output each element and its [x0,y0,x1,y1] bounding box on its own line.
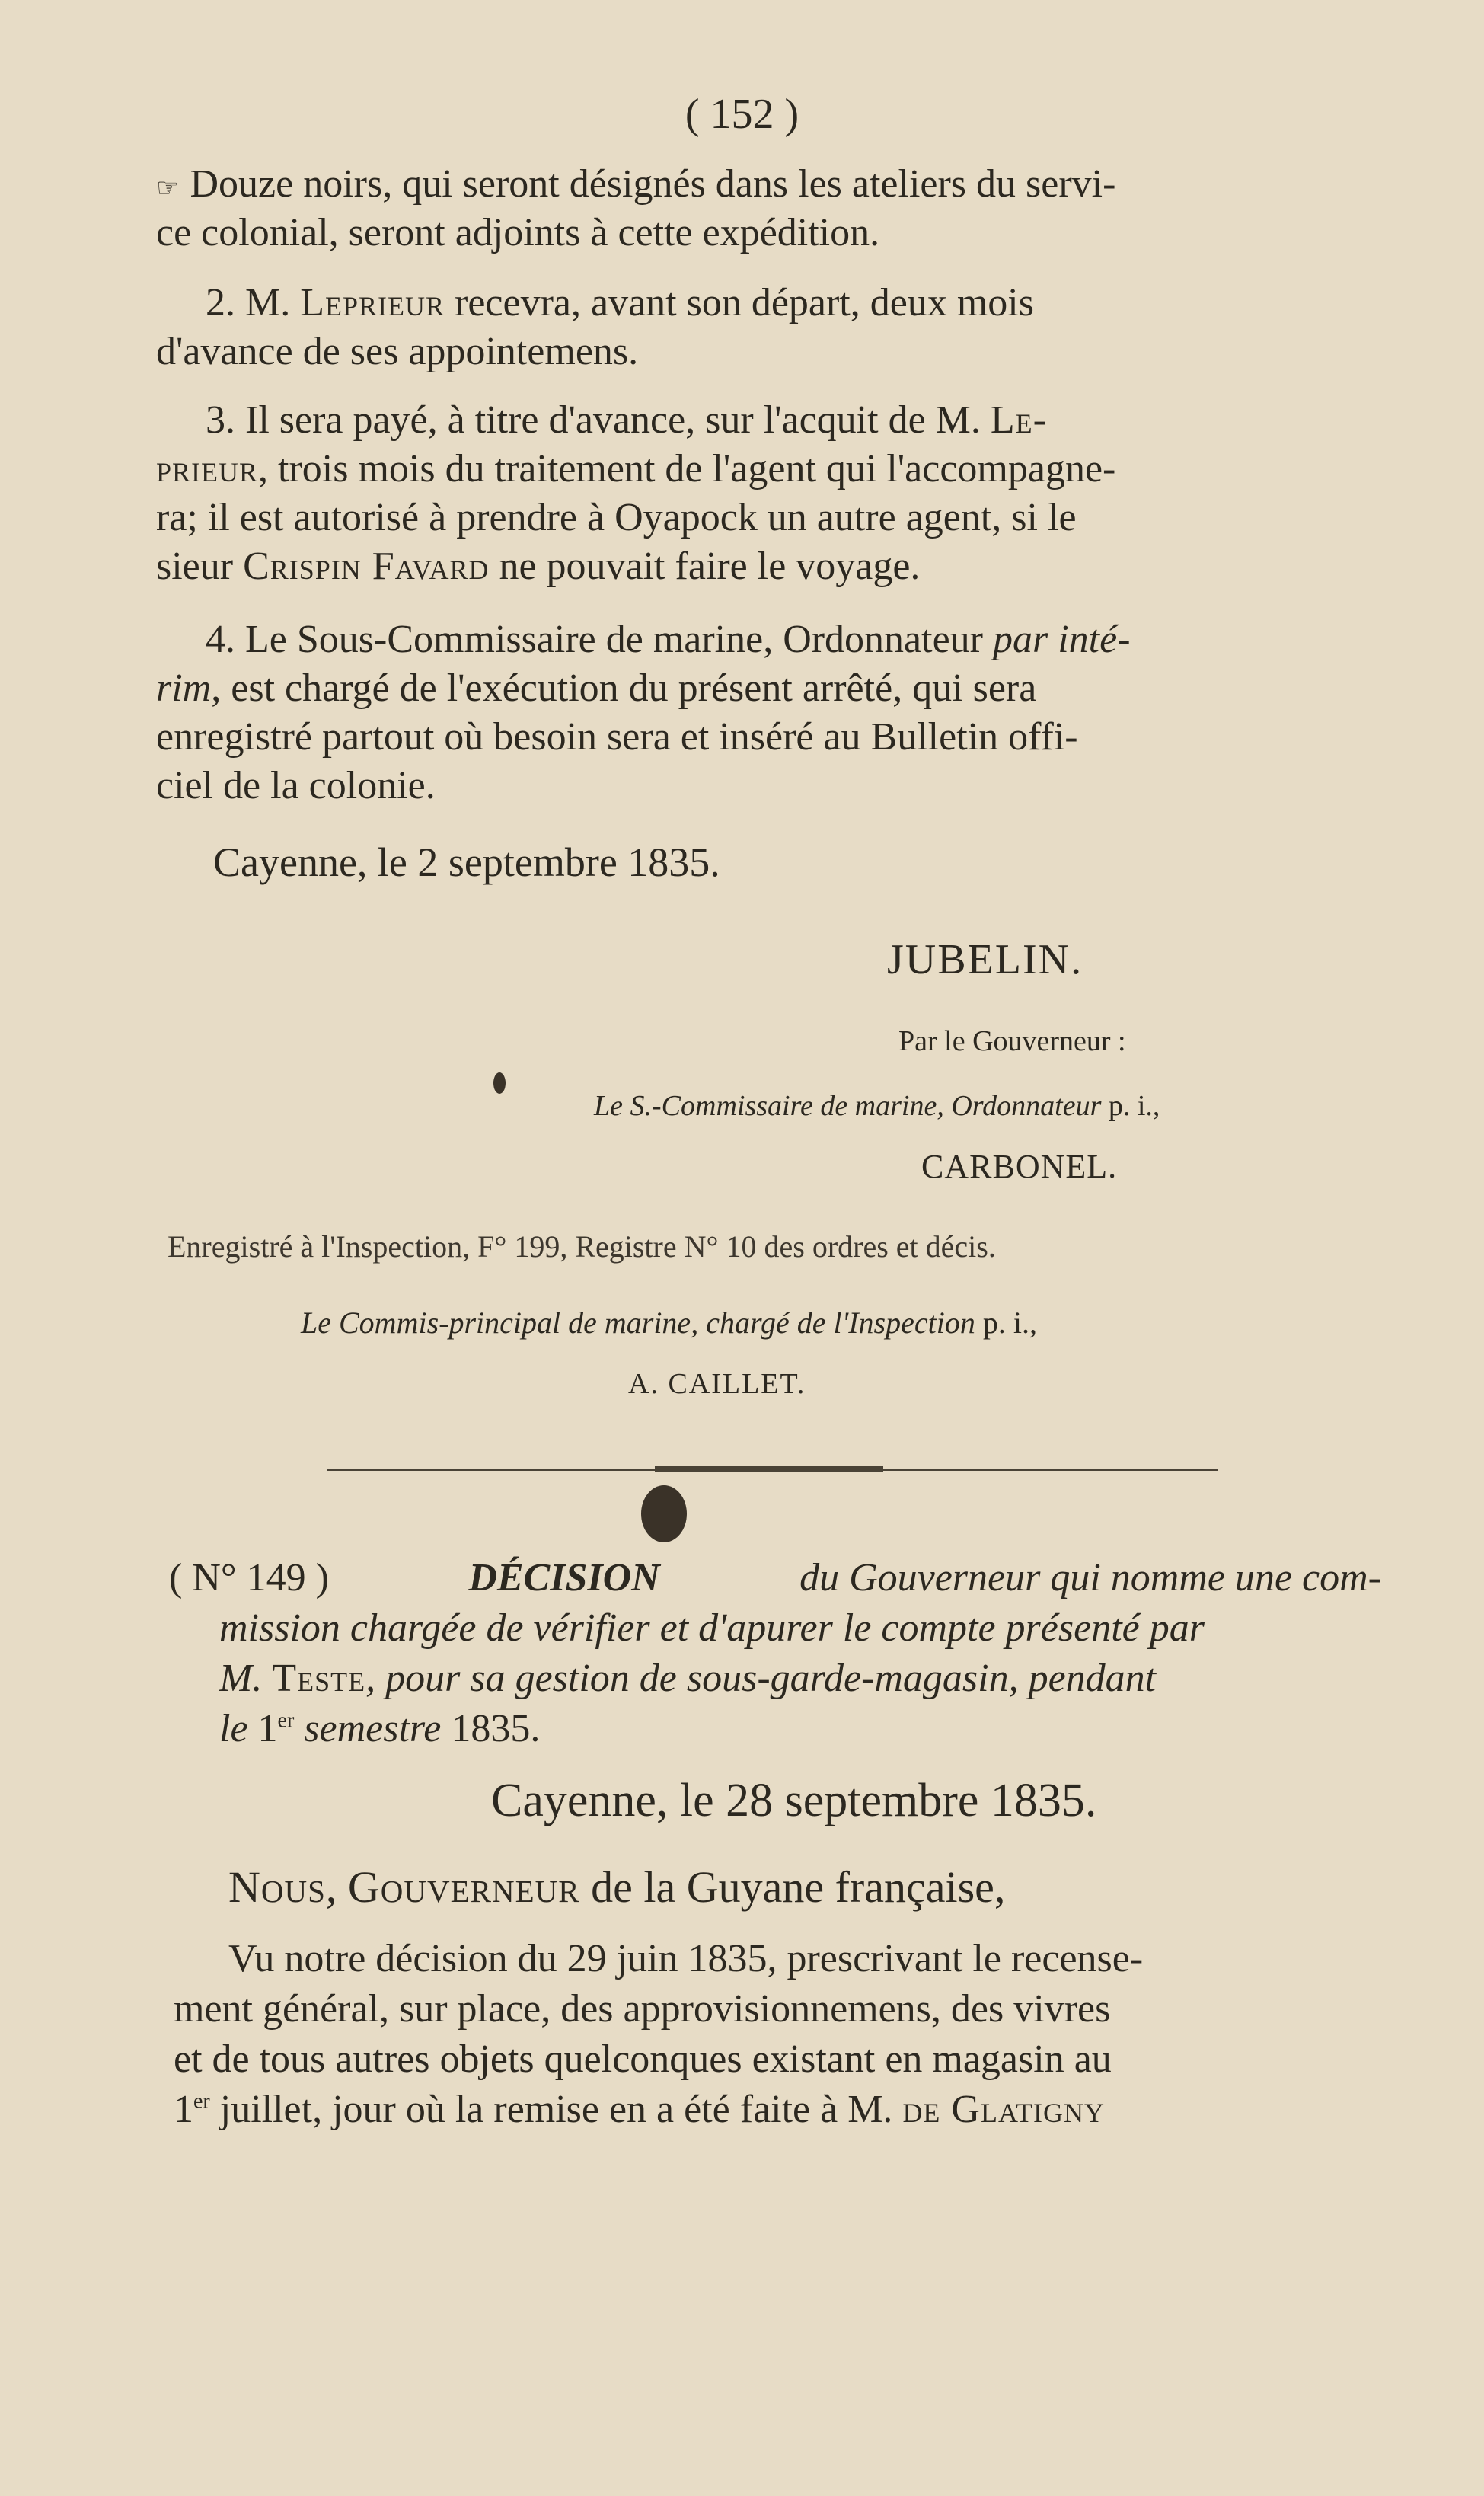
article-4-line-3: enregistré partout où besoin sera et inséré au Bulletin offi- [156,715,1078,759]
signature-caillet: A. CAILLET. [628,1368,806,1400]
page-number: ( 152 ) [685,91,799,138]
commis-line: Le Commis-principal de marine, chargé de l'Inspection p. i., [301,1306,1037,1340]
vu-line-2: ment général, sur place, des approvisionnemens, des vivres [174,1987,1111,2031]
vu-line-4: 1er juillet, jour où la remise en a été faite à M. de Glatigny [174,2088,1105,2131]
paragraph-1-line-1: ☞ Douze noirs, qui seront désignés dans les ateliers du servi- [156,162,1116,206]
par-le-gouverneur: Par le Gouverneur : [898,1025,1126,1057]
article-3-line-4: sieur Crispin Favard ne pouvait faire le voyage. [156,545,921,588]
decision-title: DÉCISION [468,1556,660,1600]
article-4-line-2: rim, est chargé de l'exécution du présent arrêté, qui sera [156,666,1037,710]
article-3-line-1: 3. Il sera payé, à titre d'avance, sur l'acquit de M. Le- [206,398,1047,442]
separator-rule-thick [655,1466,883,1472]
ink-dot [493,1072,506,1094]
vu-line-1: Vu notre décision du 29 juin 1835, prescrivant le recense- [228,1937,1144,1980]
article-3-line-2: prieur, trois mois du traitement de l'agent qui l'accompagne- [156,447,1116,491]
ink-stain [641,1485,687,1542]
nous-gouverneur-line: Nous, Gouverneur de la Guyane française, [228,1862,1006,1912]
article-2-line-2: d'avance de ses appointemens. [156,330,639,373]
commissaire-line: Le S.-Commissaire de marine, Ordonnateur p. i., [594,1090,1160,1122]
paragraph-1-line-2: ce colonial, seront adjoints à cette expédition. [156,211,880,254]
vu-line-3: et de tous autres objets quelconques existant en magasin au [174,2037,1112,2081]
date-1: Cayenne, le 2 septembre 1835. [213,839,720,885]
article-4-line-1: 4. Le Sous-Commissaire de marine, Ordonnateur par inté- [206,618,1131,661]
article-2-line-1: 2. M. Leprieur recevra, avant son départ, deux mois [206,281,1034,324]
pointing-hand-icon: ☞ [156,174,180,203]
article-4-line-4: ciel de la colonie. [156,764,436,807]
signature-carbonel: CARBONEL. [921,1148,1118,1185]
name-leprieur: Leprieur [300,281,445,324]
signature-jubelin: JUBELIN. [887,936,1083,983]
decision-line-4: le 1er semestre 1835. [219,1707,541,1750]
date-2: Cayenne, le 28 septembre 1835. [491,1775,1097,1826]
decision-line-3: M. Teste, pour sa gestion de sous-garde-magasin, pendant [219,1657,1157,1700]
decision-line-2: mission chargée de vérifier et d'apurer le compte présenté par [219,1606,1205,1650]
decision-line-1: ( N° 149 ) DÉCISION du Gouverneur qui nomme une com- [169,1554,1381,1603]
enregistre-line: Enregistré à l'Inspection, F° 199, Registre N° 10 des ordres et décis. [168,1229,996,1264]
article-3-line-3: ra; il est autorisé à prendre à Oyapock un autre agent, si le [156,496,1077,539]
